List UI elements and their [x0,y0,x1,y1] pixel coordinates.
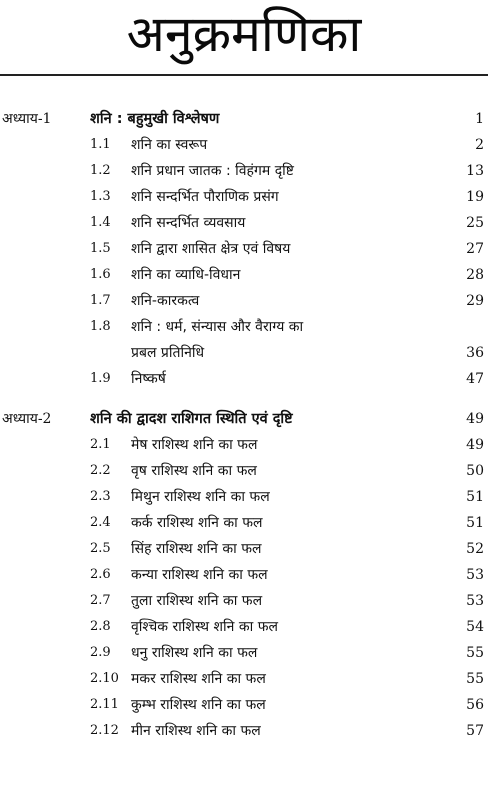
page-number: 1 [475,111,484,127]
section-title: शनि : धर्म, संन्यास और वैराग्य का [131,319,304,335]
section-number: 2.10 [90,671,119,686]
section-title: सिंह राशिस्थ शनि का फल [131,541,262,557]
section-number: 2.11 [90,697,119,712]
section-number: 1.4 [90,215,111,230]
section-number: 2.7 [90,593,111,608]
toc-section-entry [0,313,488,365]
toc-section-entry [0,613,488,639]
toc-section-entry [0,483,488,509]
page-number: 13 [466,163,484,179]
section-title: शनि सन्दर्भित पौराणिक प्रसंग [131,189,279,205]
page-number: 25 [466,215,484,231]
section-title: शनि द्वारा शासित क्षेत्र एवं विषय [131,241,291,257]
page-number: 56 [466,697,484,713]
section-title: शनि का स्वरूप [131,137,208,153]
page-number: 27 [466,241,484,257]
section-number: 2.9 [90,645,111,660]
page-number: 19 [466,189,484,205]
page-number: 52 [466,541,484,557]
section-title: मेष राशिस्थ शनि का फल [131,437,258,453]
section-number: 2.2 [90,463,111,478]
section-title: मीन राशिस्थ शनि का फल [131,723,261,739]
page-number: 49 [466,411,484,427]
section-title-continued: प्रबल प्रतिनिधि [131,345,205,361]
toc-section-entry [0,691,488,717]
page-number: 55 [466,645,484,661]
section-title: मकर राशिस्थ शनि का फल [131,671,266,687]
toc-section-entry [0,639,488,665]
section-number: 1.1 [90,137,111,152]
chapter-label: अध्याय-2 [2,411,52,427]
toc-chapter-entry [0,105,488,131]
page-number: 53 [466,567,484,583]
page-number: 51 [466,515,484,531]
section-number: 1.3 [90,189,111,204]
toc-section-entry [0,561,488,587]
title-divider [0,74,488,76]
section-number: 1.9 [90,371,111,386]
page-number: 54 [466,619,484,635]
section-title: कन्या राशिस्थ शनि का फल [131,567,268,583]
page-number: 51 [466,489,484,505]
section-title: तुला राशिस्थ शनि का फल [131,593,263,609]
toc-section-entry [0,717,488,743]
toc-section-entry [0,235,488,261]
section-number: 2.5 [90,541,111,556]
section-title: वृश्चिक राशिस्थ शनि का फल [131,619,278,635]
section-number: 2.1 [90,437,111,452]
page-number: 49 [466,437,484,453]
toc-section-entry [0,261,488,287]
toc-section-entry [0,665,488,691]
section-title: निष्कर्ष [131,371,166,387]
section-title: धनु राशिस्थ शनि का फल [131,645,258,661]
toc-section-entry [0,157,488,183]
toc-section-entry [0,365,488,391]
chapter-label: अध्याय-1 [2,111,52,127]
section-title: शनि सन्दर्भित व्यवसाय [131,215,246,231]
chapter-title: शनि : बहुमुखी विश्लेषण [90,111,220,127]
toc-section-entry [0,587,488,613]
toc-section-entry [0,509,488,535]
section-number: 2.6 [90,567,111,582]
section-title: शनि-कारकत्व [131,293,200,309]
toc-section-entry [0,457,488,483]
toc-section-entry [0,209,488,235]
toc-section-entry [0,431,488,457]
section-title: कर्क राशिस्थ शनि का फल [131,515,263,531]
toc-section-entry [0,131,488,157]
section-title: वृष राशिस्थ शनि का फल [131,463,257,479]
section-number: 1.7 [90,293,111,308]
section-title: शनि प्रधान जातक : विहंगम दृष्टि [131,163,294,179]
page-number: 36 [466,345,484,361]
toc-section-entry [0,535,488,561]
page-number: 53 [466,593,484,609]
page-number: 55 [466,671,484,687]
section-number: 1.2 [90,163,111,178]
page-number: 29 [466,293,484,309]
section-number: 1.6 [90,267,111,282]
page-number: 47 [466,371,484,387]
section-number: 1.8 [90,319,111,334]
section-number: 2.8 [90,619,111,634]
page-title: अनुक्रमणिका [126,5,362,63]
section-number: 2.3 [90,489,111,504]
section-number: 2.4 [90,515,111,530]
chapter-title: शनि की द्वादश राशिगत स्थिति एवं दृष्टि [90,411,293,427]
page-number: 28 [466,267,484,283]
section-title: कुम्भ राशिस्थ शनि का फल [131,697,266,713]
toc-section-entry [0,287,488,313]
page-number: 2 [475,137,484,153]
page-number: 50 [466,463,484,479]
section-title: मिथुन राशिस्थ शनि का फल [131,489,270,505]
section-number: 2.12 [90,723,119,738]
section-title: शनि का व्याधि-विधान [131,267,241,283]
toc-section-entry [0,183,488,209]
toc-chapter-entry [0,405,488,431]
section-number: 1.5 [90,241,111,256]
page-number: 57 [466,723,484,739]
table-of-contents [0,105,488,743]
